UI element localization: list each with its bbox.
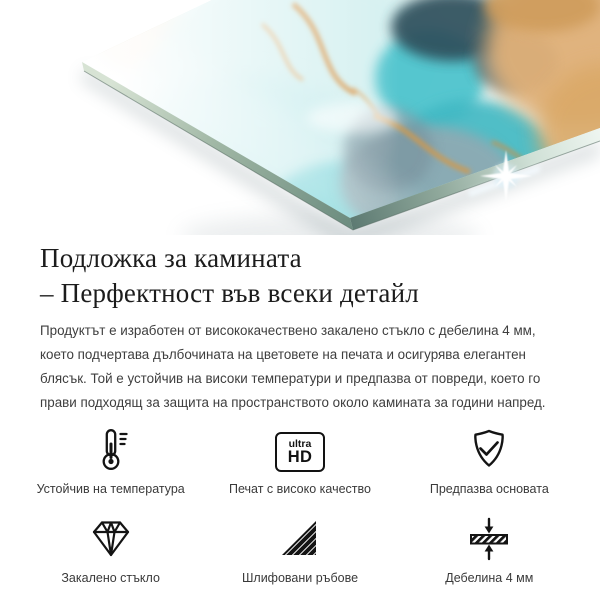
ultra-hd-icon-text-top: ultra [288,438,312,450]
feature-print-quality [205,427,394,496]
thickness-icon [466,516,512,562]
product-description: Продуктът е изработен от висококачествено закалено стъкло с дебелина 4 мм, което подчертава дълбочината на цветовете на печата и осигурява елегантен блясък. Той е устойчив на високи температури и предпазва от повреди, което го прави подходящ за защита на пространството около камината за години напред. [40,323,546,410]
polished-edges-icon [277,516,323,562]
product-description-section [0,235,600,585]
page-title-line1: Подложка за камината [40,243,302,273]
product-photo [0,0,600,235]
page-title-line2: – Перфектност във всеки детайл [40,278,419,308]
product-photo-art [0,0,600,235]
feature-polished-edges [205,516,394,585]
ultra-hd-icon [275,427,325,473]
feature-label: Закалено стъкло [61,571,160,585]
thermometer-icon [88,427,134,473]
feature-label: Дебелина 4 мм [445,571,534,585]
feature-label: Шлифовани ръбове [241,571,359,585]
feature-temperature [16,427,205,496]
page-title [40,241,560,311]
feature-protection [395,427,584,496]
ultra-hd-icon-text-bottom: HD [287,447,313,466]
feature-label: Печат с високо качество [229,482,371,496]
feature-thickness [395,516,584,585]
feature-grid [16,427,584,585]
feature-label: Устойчив на температура [36,482,185,496]
shield-check-icon [466,427,512,473]
feature-tempered-glass [16,516,205,585]
feature-label: Предпазва основата [429,482,549,496]
diamond-icon [88,516,134,562]
